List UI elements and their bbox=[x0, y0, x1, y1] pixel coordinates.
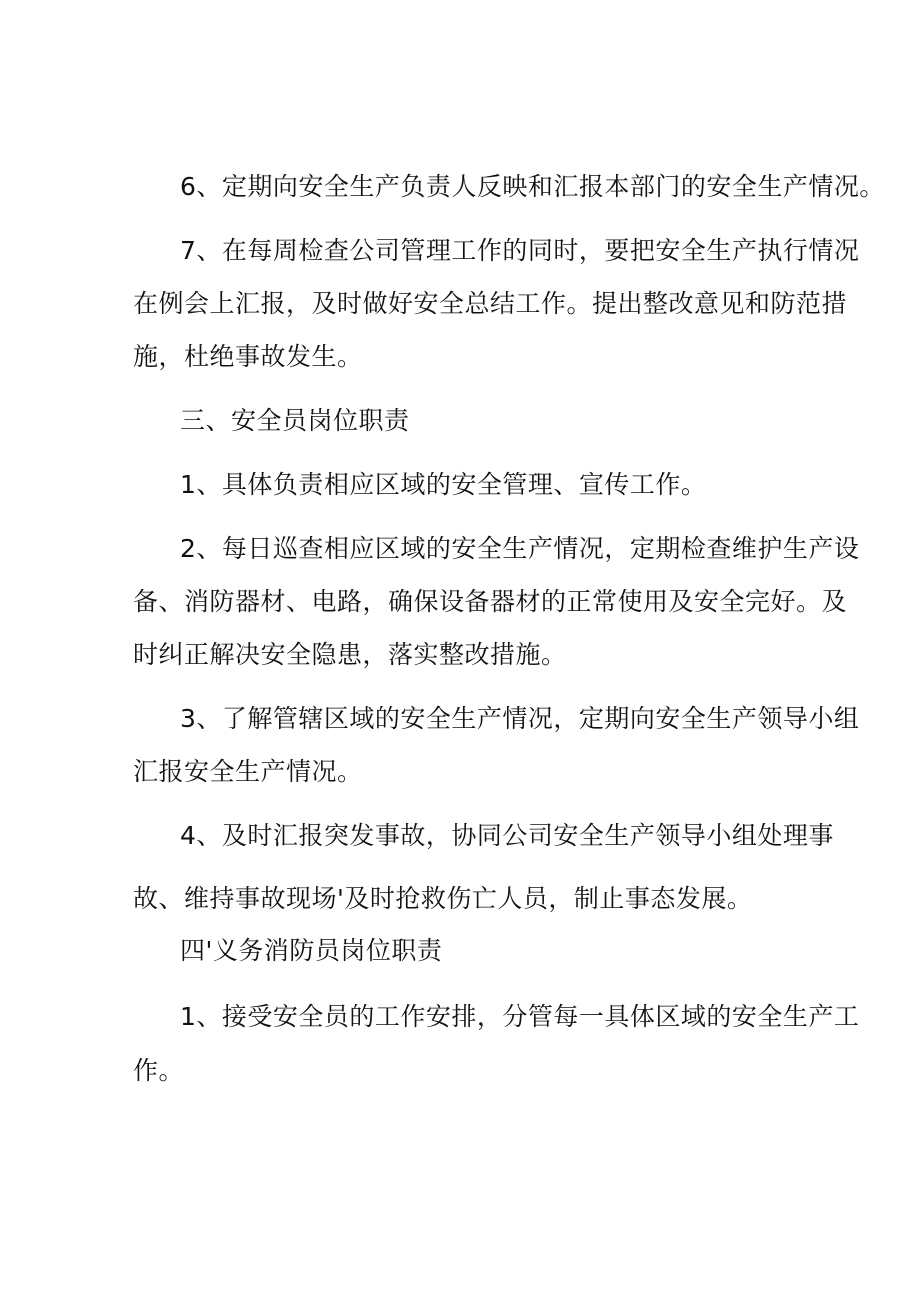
duty-item-2-line-1: 2、每日巡查相应区域的安全生产情况，定期检查维护生产设 bbox=[180, 534, 860, 563]
duty-item-2-line-2: 备、消防器材、电路，确保设备器材的正常使用及安全完好。及 bbox=[133, 587, 848, 616]
paragraph-item-7-line-3: 施，杜绝事故发生。 bbox=[133, 342, 363, 371]
fire-duty-item-1-line-1: 1、接受安全员的工作安排，分管每一具体区域的安全生产工 bbox=[180, 1002, 860, 1031]
duty-item-2-line-3: 时纠正解决安全隐患，落实整改措施。 bbox=[133, 640, 567, 669]
paragraph-item-6: 6、定期向安全生产负责人反映和汇报本部门的安全生产情况。 bbox=[180, 172, 885, 201]
paragraph-item-7-line-1: 7、在每周检查公司管理工作的同时，要把安全生产执行情况 bbox=[180, 236, 860, 265]
duty-item-4-line-1: 4、及时汇报突发事故，协同公司安全生产领导小组处理事 bbox=[180, 821, 834, 850]
paragraph-item-7-line-2: 在例会上汇报，及时做好安全总结工作。提出整改意见和防范措 bbox=[133, 289, 848, 318]
duty-item-3-line-1: 3、了解管辖区域的安全生产情况，定期向安全生产领导小组 bbox=[180, 704, 860, 733]
duty-item-1: 1、具体负责相应区域的安全管理、宣传工作。 bbox=[180, 470, 707, 499]
fire-duty-item-1-line-2: 作。 bbox=[133, 1056, 185, 1085]
duty-item-4-line-2: 故、维持事故现场'及时抢救伤亡人员，制止事态发展。 bbox=[133, 884, 753, 913]
section-heading-3: 三、安全员岗位职责 bbox=[180, 406, 410, 435]
duty-item-3-line-2: 汇报安全生产情况。 bbox=[133, 757, 363, 786]
section-heading-4: 四'义务消防员岗位职责 bbox=[180, 936, 443, 965]
